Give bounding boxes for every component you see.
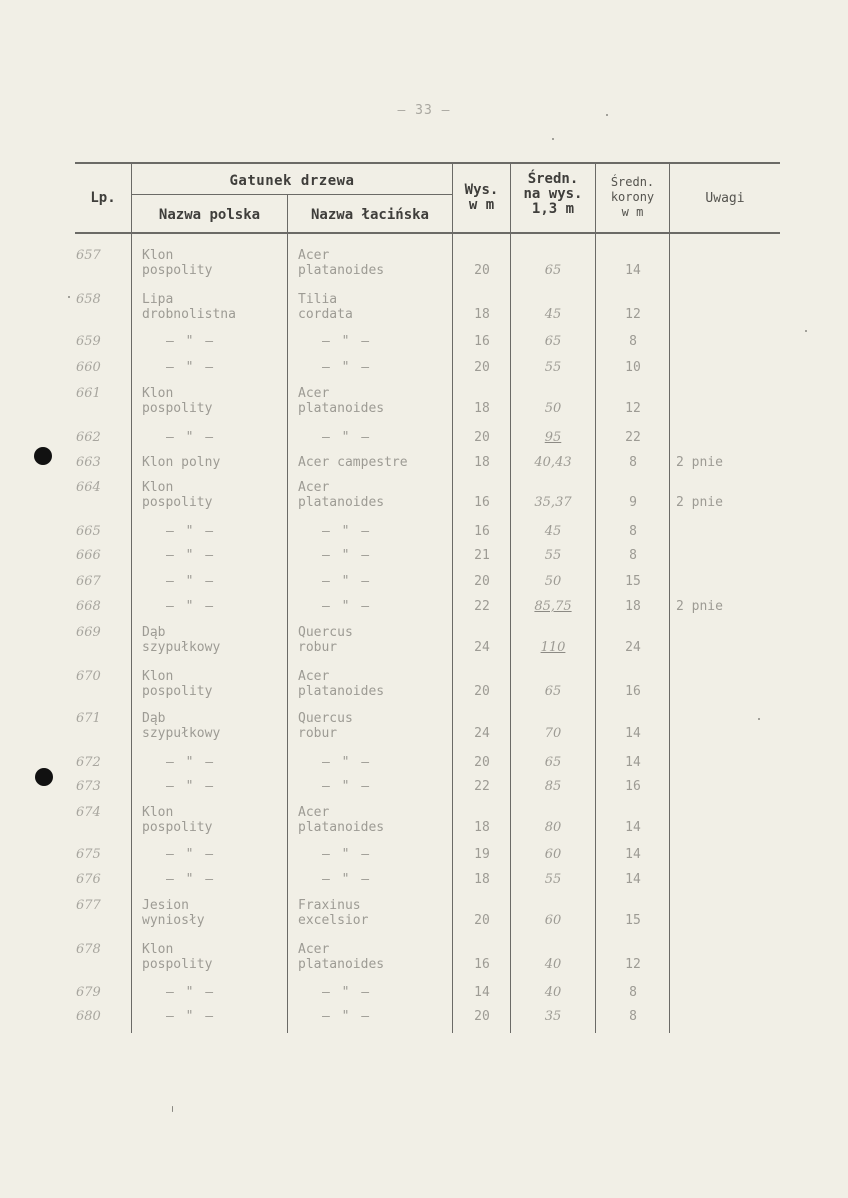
row-nazwa-polska: – " – [166, 334, 216, 349]
row-srednica-korony: 16 [625, 684, 641, 699]
row-nazwa-lacinska: Acer [298, 480, 330, 495]
row-nazwa-lacinska: – " – [322, 755, 372, 770]
header-sredn-korony: Średn. korony w m [610, 175, 655, 219]
row-wysokosc: 20 [474, 1009, 490, 1024]
row-srednica-korony: 24 [625, 640, 641, 655]
row-lp: 664 [76, 480, 101, 495]
row-srednica: 65 [544, 263, 562, 278]
row-wysokosc: 20 [474, 430, 490, 445]
row-nazwa-lacinska: Acer [298, 386, 330, 401]
row-wysokosc: 24 [474, 726, 490, 741]
row-srednica: 70 [544, 726, 562, 741]
row-nazwa-lacinska: platanoides [298, 820, 385, 835]
row-srednica: 85,75 [534, 599, 572, 614]
row-nazwa-polska: – " – [166, 524, 216, 539]
row-srednica: 55 [544, 360, 562, 375]
row-lp: 658 [76, 292, 101, 307]
row-nazwa-polska: Dąb [142, 711, 166, 726]
row-wysokosc: 18 [474, 820, 490, 835]
row-srednica: 40 [544, 957, 562, 972]
row-srednica-korony: 14 [625, 263, 641, 278]
row-srednica: 85 [544, 779, 562, 794]
col-rule-3 [452, 162, 453, 1033]
row-lp: 673 [76, 779, 101, 794]
row-uwagi: 2 pnie [676, 599, 723, 614]
row-srednica-korony: 10 [625, 360, 641, 375]
row-lp: 676 [76, 872, 101, 887]
row-nazwa-polska: szypułkowy [142, 726, 221, 741]
row-wysokosc: 22 [474, 779, 490, 794]
row-srednica-korony: 14 [625, 755, 641, 770]
row-nazwa-lacinska: – " – [322, 599, 372, 614]
row-nazwa-polska: – " – [166, 847, 216, 862]
row-nazwa-polska: Klon polny [142, 455, 221, 470]
row-lp: 675 [76, 847, 101, 862]
row-srednica-korony: 12 [625, 401, 641, 416]
row-nazwa-lacinska: – " – [322, 360, 372, 375]
row-lp: 677 [76, 898, 101, 913]
header-nazwa-polska: Nazwa polska [158, 207, 261, 223]
row-srednica-korony: 8 [629, 455, 637, 470]
row-srednica: 60 [544, 847, 562, 862]
row-srednica-korony: 18 [625, 599, 641, 614]
row-lp: 668 [76, 599, 101, 614]
row-nazwa-polska: Dąb [142, 625, 166, 640]
row-nazwa-polska: Klon [142, 480, 174, 495]
row-nazwa-polska: szypułkowy [142, 640, 221, 655]
row-nazwa-polska: – " – [166, 599, 216, 614]
row-nazwa-lacinska: robur [298, 640, 338, 655]
row-lp: 665 [76, 524, 101, 539]
row-nazwa-lacinska: – " – [322, 847, 372, 862]
row-nazwa-lacinska: platanoides [298, 495, 385, 510]
col-rule-6 [669, 162, 670, 1033]
row-nazwa-polska: – " – [166, 872, 216, 887]
row-srednica: 45 [544, 524, 562, 539]
header-uwagi: Uwagi [705, 191, 745, 206]
row-nazwa-lacinska: Fraxinus [298, 898, 361, 913]
row-nazwa-lacinska: Acer [298, 942, 330, 957]
row-srednica: 55 [544, 548, 562, 563]
row-srednica-korony: 12 [625, 307, 641, 322]
row-srednica: 80 [544, 820, 562, 835]
row-srednica: 95 [544, 430, 562, 445]
paper-speck [552, 138, 554, 140]
punch-hole-lower [35, 768, 53, 786]
row-lp: 679 [76, 985, 101, 1000]
row-wysokosc: 14 [474, 985, 490, 1000]
row-srednica: 35 [544, 1009, 562, 1024]
row-wysokosc: 22 [474, 599, 490, 614]
row-srednica-korony: 8 [629, 524, 637, 539]
row-srednica-korony: 16 [625, 779, 641, 794]
row-nazwa-polska: pospolity [142, 495, 213, 510]
row-nazwa-lacinska: Acer [298, 669, 330, 684]
row-nazwa-polska: drobnolistna [142, 307, 236, 322]
row-srednica-korony: 8 [629, 985, 637, 1000]
row-lp: 662 [76, 430, 101, 445]
row-srednica: 60 [544, 913, 562, 928]
row-wysokosc: 20 [474, 684, 490, 699]
row-nazwa-lacinska: cordata [298, 307, 353, 322]
row-nazwa-lacinska: Acer campestre [298, 455, 408, 470]
row-nazwa-lacinska: – " – [322, 985, 372, 1000]
row-nazwa-lacinska: – " – [322, 872, 372, 887]
row-srednica-korony: 14 [625, 847, 641, 862]
row-nazwa-polska: pospolity [142, 401, 213, 416]
row-wysokosc: 19 [474, 847, 490, 862]
paper-speck [758, 718, 760, 720]
row-wysokosc: 20 [474, 913, 490, 928]
row-wysokosc: 20 [474, 574, 490, 589]
row-nazwa-polska: – " – [166, 430, 216, 445]
row-nazwa-polska: – " – [166, 548, 216, 563]
row-nazwa-lacinska: – " – [322, 430, 372, 445]
row-nazwa-polska: – " – [166, 360, 216, 375]
row-nazwa-polska: Jesion [142, 898, 189, 913]
col-rule-2 [287, 195, 288, 1033]
row-srednica-korony: 9 [629, 495, 637, 510]
row-nazwa-lacinska: Quercus [298, 711, 353, 726]
row-wysokosc: 16 [474, 334, 490, 349]
row-nazwa-lacinska: – " – [322, 574, 372, 589]
row-lp: 666 [76, 548, 101, 563]
row-nazwa-lacinska: Tilia [298, 292, 338, 307]
row-nazwa-polska: Klon [142, 386, 174, 401]
col-rule-1 [131, 162, 132, 1033]
row-srednica: 45 [544, 307, 562, 322]
row-wysokosc: 18 [474, 455, 490, 470]
header-nazwa-lacinska: Nazwa łacińska [310, 207, 429, 223]
row-srednica: 35,37 [534, 495, 572, 510]
gatunek-rule [132, 194, 452, 195]
row-srednica: 110 [540, 640, 566, 655]
row-nazwa-polska: – " – [166, 1009, 216, 1024]
row-nazwa-lacinska: – " – [322, 334, 372, 349]
punch-hole-upper [34, 447, 52, 465]
row-lp: 669 [76, 625, 101, 640]
row-lp: 671 [76, 711, 101, 726]
row-wysokosc: 20 [474, 263, 490, 278]
row-nazwa-polska: Lipa [142, 292, 174, 307]
row-nazwa-polska: Klon [142, 248, 174, 263]
row-srednica: 65 [544, 755, 562, 770]
row-wysokosc: 16 [474, 957, 490, 972]
row-srednica-korony: 15 [625, 913, 641, 928]
row-nazwa-lacinska: – " – [322, 524, 372, 539]
row-nazwa-lacinska: Acer [298, 805, 330, 820]
row-nazwa-lacinska: platanoides [298, 401, 385, 416]
table-top-rule [75, 162, 780, 164]
row-nazwa-polska: – " – [166, 574, 216, 589]
row-lp: 670 [76, 669, 101, 684]
row-srednica-korony: 12 [625, 957, 641, 972]
row-wysokosc: 18 [474, 872, 490, 887]
row-nazwa-lacinska: Acer [298, 248, 330, 263]
row-lp: 659 [76, 334, 101, 349]
row-wysokosc: 20 [474, 360, 490, 375]
row-nazwa-polska: Klon [142, 942, 174, 957]
row-uwagi: 2 pnie [676, 495, 723, 510]
row-srednica-korony: 14 [625, 726, 641, 741]
row-nazwa-polska: Klon [142, 805, 174, 820]
row-wysokosc: 24 [474, 640, 490, 655]
row-srednica-korony: 14 [625, 820, 641, 835]
row-srednica-korony: 22 [625, 430, 641, 445]
row-lp: 680 [76, 1009, 101, 1024]
row-nazwa-lacinska: platanoides [298, 957, 385, 972]
paper-speck [68, 296, 70, 298]
header-sredn: Średn. na wys. 1,3 m [523, 171, 583, 217]
header-gatunek: Gatunek drzewa [229, 173, 355, 189]
row-srednica-korony: 8 [629, 1009, 637, 1024]
row-lp: 674 [76, 805, 101, 820]
row-srednica: 65 [544, 684, 562, 699]
row-nazwa-polska: pospolity [142, 684, 213, 699]
page-number: – 33 – [397, 103, 451, 118]
row-nazwa-polska: pospolity [142, 820, 213, 835]
row-wysokosc: 18 [474, 401, 490, 416]
paper-speck [606, 114, 608, 116]
row-nazwa-lacinska: platanoides [298, 263, 385, 278]
row-srednica-korony: 8 [629, 334, 637, 349]
row-nazwa-lacinska: robur [298, 726, 338, 741]
row-nazwa-polska: pospolity [142, 957, 213, 972]
row-lp: 657 [76, 248, 101, 263]
row-srednica-korony: 14 [625, 872, 641, 887]
row-srednica: 55 [544, 872, 562, 887]
row-srednica-korony: 8 [629, 548, 637, 563]
row-srednica-korony: 15 [625, 574, 641, 589]
row-wysokosc: 20 [474, 755, 490, 770]
row-nazwa-polska: – " – [166, 755, 216, 770]
row-nazwa-lacinska: platanoides [298, 684, 385, 699]
row-srednica: 50 [544, 401, 562, 416]
header-wys: Wys. w m [464, 182, 499, 213]
row-uwagi: 2 pnie [676, 455, 723, 470]
row-lp: 663 [76, 455, 101, 470]
col-rule-4 [510, 162, 511, 1033]
paper-speck [172, 1106, 173, 1112]
row-nazwa-polska: Klon [142, 669, 174, 684]
row-lp: 667 [76, 574, 101, 589]
row-lp: 672 [76, 755, 101, 770]
col-rule-5 [595, 162, 596, 1033]
row-wysokosc: 16 [474, 495, 490, 510]
paper-speck [805, 330, 807, 332]
row-lp: 660 [76, 360, 101, 375]
row-nazwa-lacinska: – " – [322, 779, 372, 794]
row-nazwa-polska: pospolity [142, 263, 213, 278]
row-nazwa-polska: – " – [166, 985, 216, 1000]
row-nazwa-polska: – " – [166, 779, 216, 794]
row-wysokosc: 21 [474, 548, 490, 563]
row-nazwa-lacinska: – " – [322, 548, 372, 563]
row-lp: 661 [76, 386, 101, 401]
row-nazwa-lacinska: excelsior [298, 913, 369, 928]
row-wysokosc: 16 [474, 524, 490, 539]
row-nazwa-polska: wyniosły [142, 913, 205, 928]
row-lp: 678 [76, 942, 101, 957]
row-srednica: 40 [544, 985, 562, 1000]
row-wysokosc: 18 [474, 307, 490, 322]
row-srednica: 65 [544, 334, 562, 349]
row-srednica: 40,43 [534, 455, 572, 470]
row-nazwa-lacinska: Quercus [298, 625, 353, 640]
header-bottom-rule [75, 232, 780, 234]
header-lp: Lp. [90, 190, 116, 206]
row-srednica: 50 [544, 574, 562, 589]
row-nazwa-lacinska: – " – [322, 1009, 372, 1024]
